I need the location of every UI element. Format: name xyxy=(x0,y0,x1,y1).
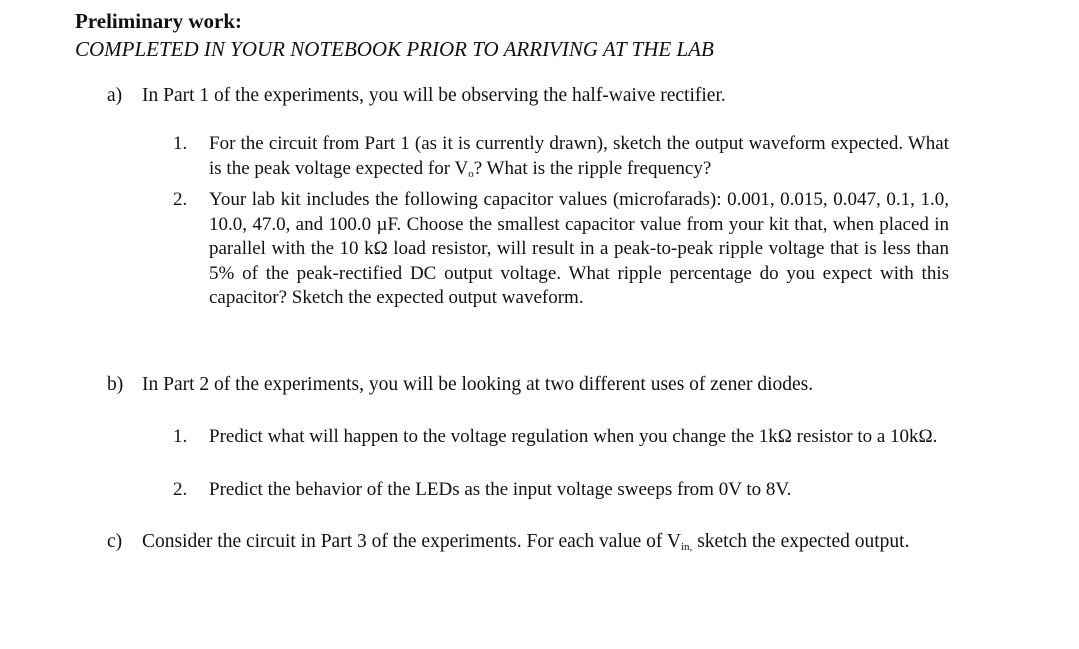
section-text-part: Consider the circuit in Part 3 of the experiments. For each value of V xyxy=(142,531,681,552)
item-number: 2. xyxy=(173,479,188,500)
section-text xyxy=(142,529,952,554)
section-marker: c) xyxy=(107,531,123,552)
section-a xyxy=(107,83,957,108)
subscript-in: in, xyxy=(681,541,693,553)
section-a-item-1 xyxy=(173,132,949,181)
page-heading: Preliminary work: xyxy=(75,9,242,33)
section-text-part: sketch the expected output. xyxy=(692,531,910,552)
section-b-item-1 xyxy=(173,425,949,450)
section-text: In Part 2 of the experiments, you will be looking at two different uses of zener diodes. xyxy=(142,374,814,395)
section-a-item-2 xyxy=(173,188,949,311)
item-text: Predict the behavior of the LEDs as the input voltage sweeps from 0V to 8V. xyxy=(209,479,792,500)
section-text: In Part 1 of the experiments, you will be observing the half-waive rectifier. xyxy=(142,85,726,106)
item-text: Predict what will happen to the voltage regulation when you change the 1kΩ resistor to a 10kΩ. xyxy=(209,426,938,447)
section-b-item-2 xyxy=(173,478,949,503)
item-text-part: ? What is the ripple frequency? xyxy=(473,157,712,179)
item-number: 1. xyxy=(173,426,188,447)
section-marker: a) xyxy=(107,85,123,106)
section-b xyxy=(107,372,957,397)
item-text-part: For the circuit from Part 1 (as it is currently drawn), sketch the output waveform expected. What is the peak voltage expected for V xyxy=(209,133,949,179)
item-number: 1. xyxy=(173,133,188,154)
subscript-o: o xyxy=(468,167,474,180)
item-text: Your lab kit includes the following capacitor values (microfarads): 0.001, 0.015, 0.047, 0.1, 1.0, 10.0, 47.0, and 100.0 µF. Choose the smallest capacitor value from your kit that, when placed in parallel with the 10 kΩ load resistor, will result in a peak-to-peak ripple voltage that is less than 5% of the peak-rectified DC output voltage. What ripple percentage do you expect with this capacitor? Sketch the expected output waveform. xyxy=(209,189,949,308)
section-marker: b) xyxy=(107,374,124,395)
section-c xyxy=(107,529,952,554)
page-subheading: COMPLETED IN YOUR NOTEBOOK PRIOR TO ARRIVING AT THE LAB xyxy=(75,37,714,61)
item-number: 2. xyxy=(173,189,188,210)
item-text xyxy=(209,132,949,181)
